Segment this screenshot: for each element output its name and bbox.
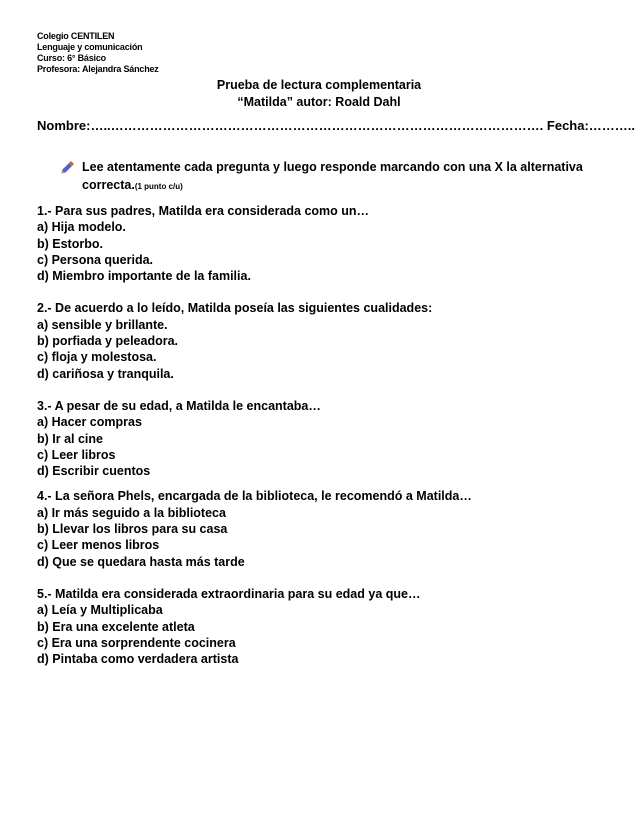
question-text: 5.- Matilda era considerada extraordinaria para su edad ya que… [37, 586, 421, 601]
option-a: a) Hija modelo. [37, 220, 126, 235]
question-1 [37, 203, 617, 284]
option-d: d) Que se quedara hasta más tarde [37, 554, 245, 569]
question-5 [37, 586, 617, 667]
question-list [37, 203, 617, 683]
subject-name: Lenguaje y comunicación [37, 42, 143, 52]
instructions-text-wrap [82, 158, 600, 196]
option-c: c) Leer libros [37, 447, 116, 462]
option-b: b) Ir al cine [37, 431, 103, 446]
teacher-name: Profesora: Alejandra Sánchez [37, 64, 159, 74]
option-c: c) Leer menos libros [37, 538, 160, 553]
question-2 [37, 300, 617, 381]
title-line-1: Prueba de lectura complementaria [216, 78, 422, 92]
option-a: a) Hacer compras [37, 415, 142, 430]
pencil-bullet-icon [60, 160, 74, 174]
option-d: d) Escribir cuentos [37, 464, 151, 479]
question-text: 2.- De acuerdo a lo leído, Matilda poseía las siguientes cualidades: [37, 301, 433, 316]
option-c: c) floja y molestosa. [37, 350, 157, 365]
page-title [0, 77, 638, 111]
option-b: b) Era una excelente atleta [37, 619, 195, 634]
option-b: b) Estorbo. [37, 236, 103, 251]
name-date-line: Nombre:…..………………………………………………………………………………………. Fecha:……….. [37, 118, 636, 133]
instructions-text: Lee atentamente cada pregunta y luego responde marcando con una X la alternativa correcta. [82, 160, 583, 192]
option-b: b) porfiada y peleadora. [37, 334, 179, 349]
option-c: c) Persona querida. [37, 252, 154, 267]
option-a: a) sensible y brillante. [37, 317, 168, 332]
school-name: Colegio CENTILEN [37, 31, 115, 41]
option-b: b) Llevar los libros para su casa [37, 522, 228, 537]
school-header [37, 31, 159, 75]
question-text: 4.- La señora Phels, encargada de la biblioteca, le recomendó a Matilda… [37, 489, 472, 504]
question-text: 3.- A pesar de su edad, a Matilda le encantaba… [37, 398, 321, 413]
question-3 [37, 398, 617, 479]
option-d: d) Pintaba como verdadera artista [37, 652, 239, 667]
instructions-score: (1 punto c/u) [134, 182, 183, 191]
course-name: Curso: 6° Básico [37, 53, 106, 63]
option-a: a) Ir más seguido a la biblioteca [37, 505, 226, 520]
title-line-2: “Matilda” autor: Roald Dahl [237, 95, 401, 109]
option-a: a) Leía y Multiplicaba [37, 603, 163, 618]
option-d: d) Miembro importante de la familia. [37, 269, 251, 284]
instructions [60, 158, 600, 196]
option-d: d) cariñosa y tranquila. [37, 366, 174, 381]
question-text: 1.- Para sus padres, Matilda era considerada como un… [37, 204, 370, 218]
option-c: c) Era una sorprendente cocinera [37, 635, 236, 650]
question-4 [37, 488, 617, 569]
